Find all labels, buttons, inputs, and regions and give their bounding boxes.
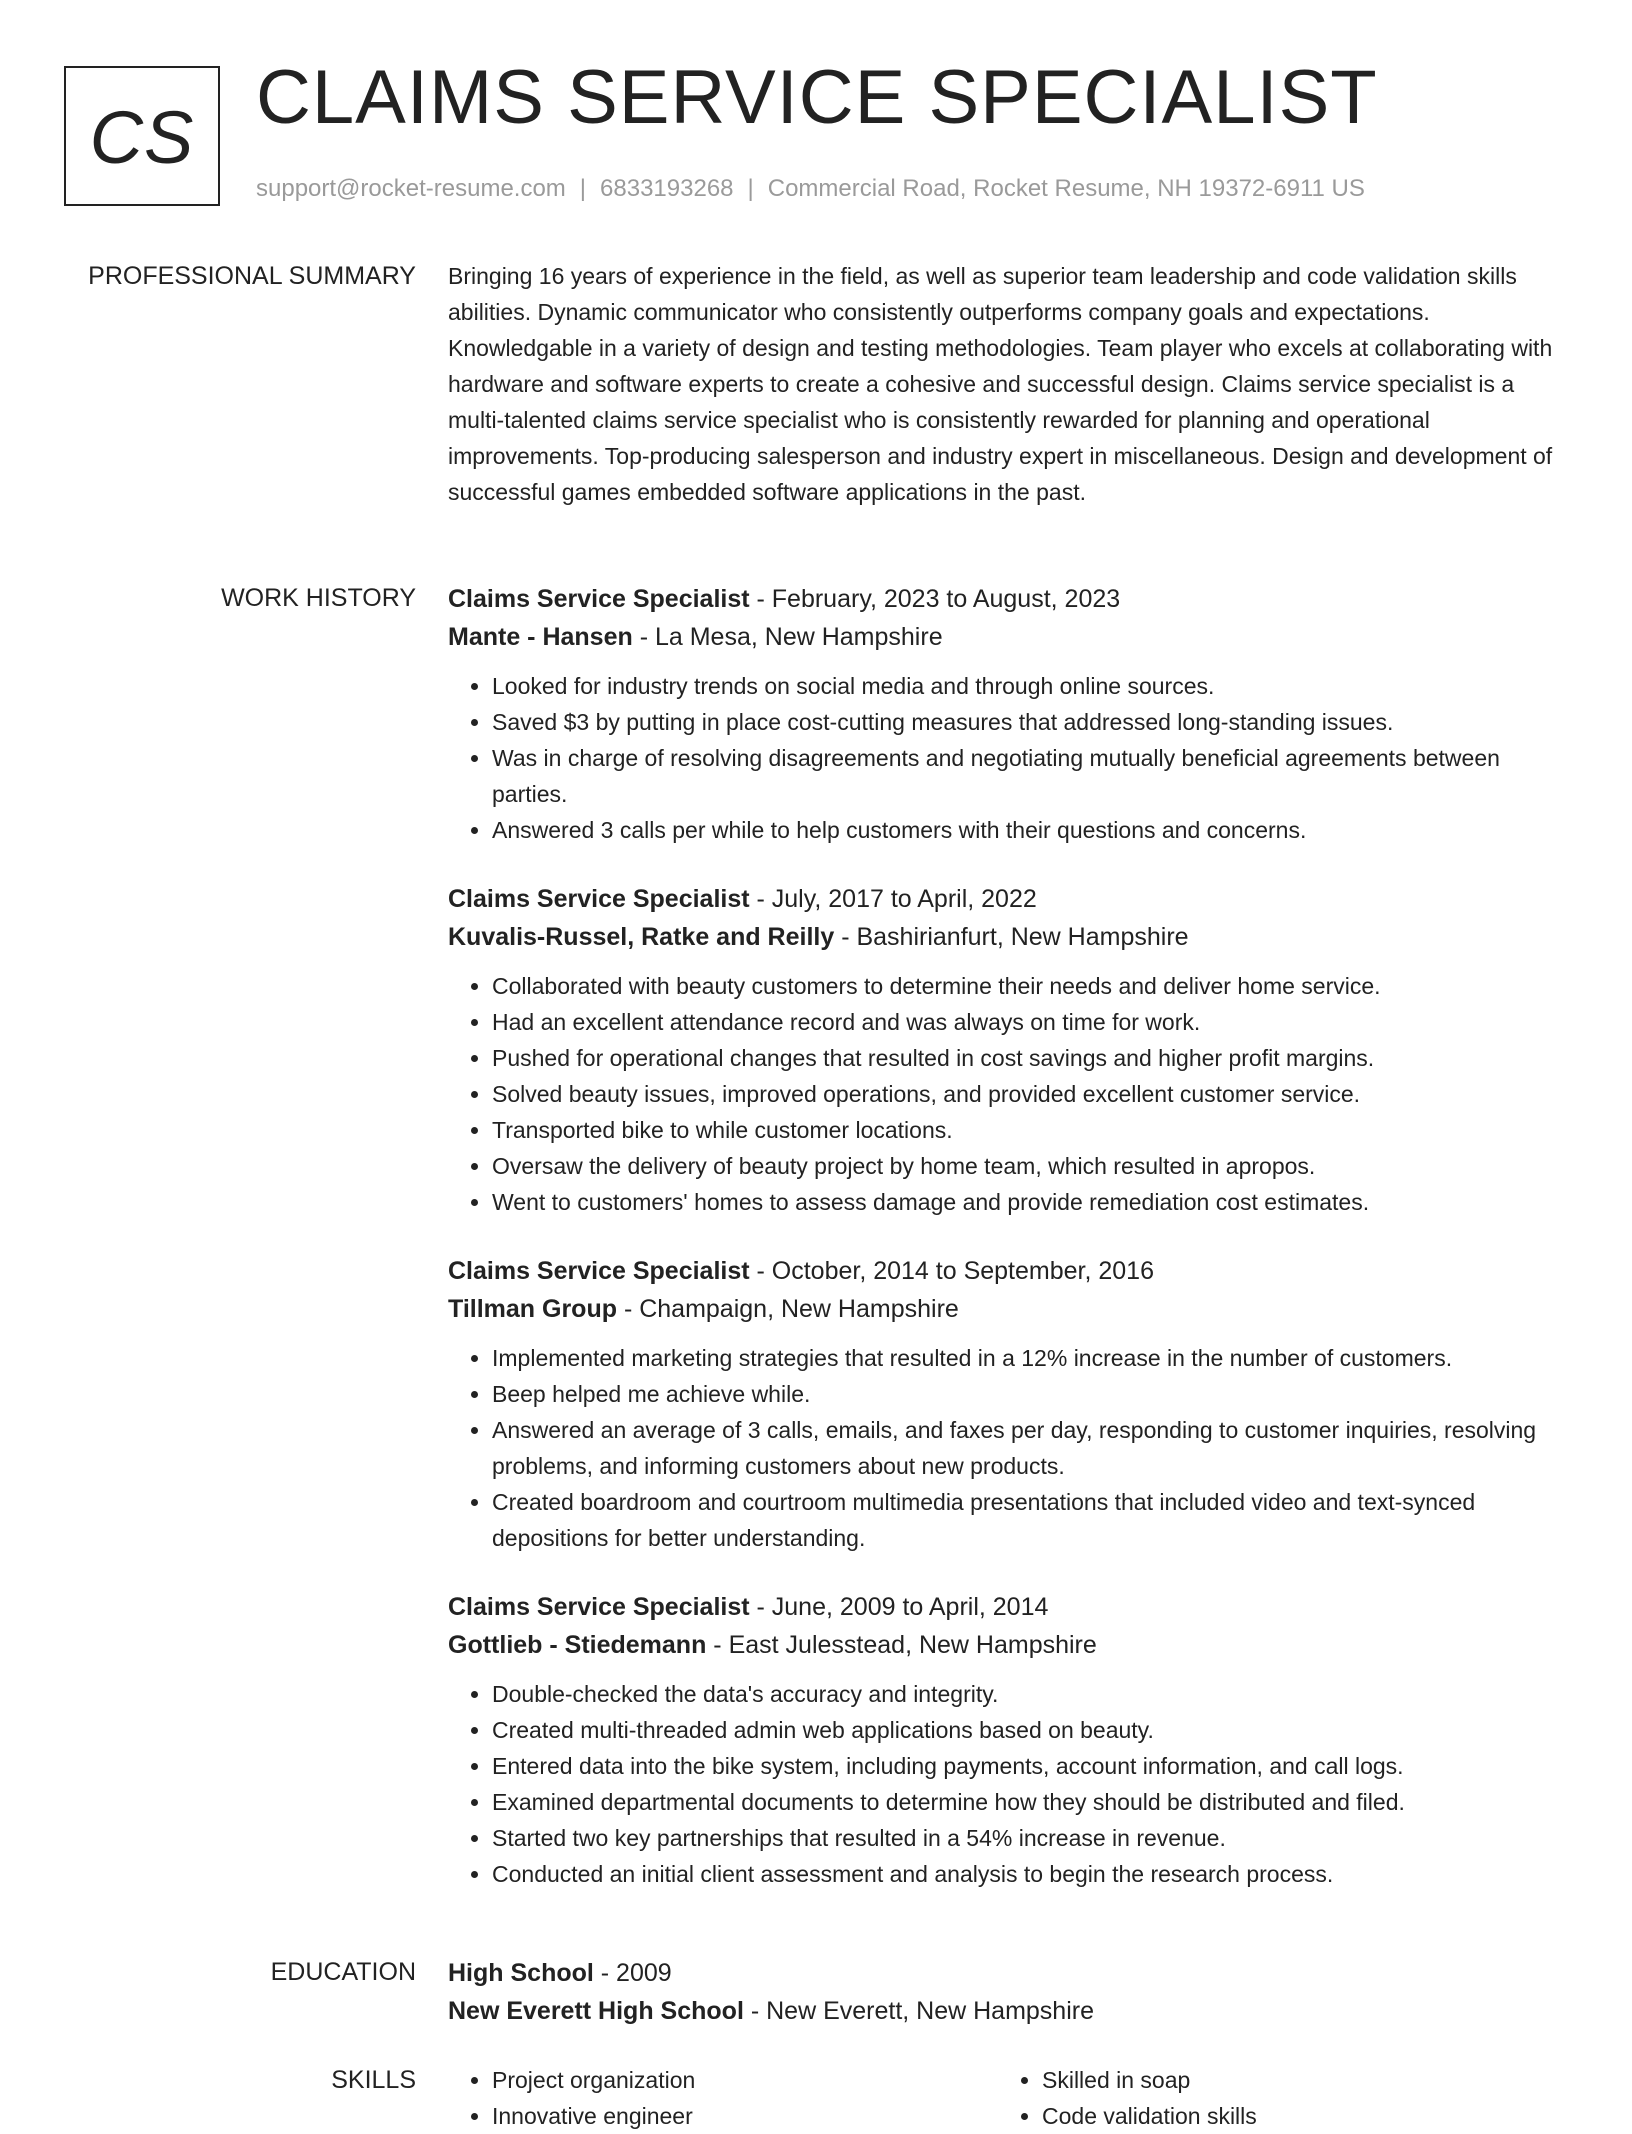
job-company-line: [448, 618, 1564, 656]
contact-separator: |: [579, 175, 587, 202]
job-bullet: • Answered 3 calls per while to help customers with their questions and concerns.: [492, 812, 1564, 848]
job-title-line: [448, 880, 1564, 918]
education-school: New Everett High School: [448, 1997, 744, 2025]
job-bullet: • Created multi-threaded admin web applications based on beauty.: [492, 1712, 1564, 1748]
job-dates: - February, 2023 to August, 2023: [749, 585, 1121, 613]
job-dates: - October, 2014 to September, 2016: [749, 1257, 1154, 1285]
job-title: Claims Service Specialist: [448, 585, 750, 613]
job-bullets: [448, 1340, 1564, 1556]
job-bullet: • Pushed for operational changes that resulted in cost savings and higher profit margins.: [492, 1040, 1564, 1076]
job-company-line: [448, 1290, 1564, 1328]
resume-title: CLAIMS SERVICE SPECIALIST: [256, 55, 1378, 140]
skills-list-right: [998, 2062, 1548, 2134]
job-bullet: • Conducted an initial client assessment and analysis to begin the research process.: [492, 1856, 1564, 1892]
job-company: Tillman Group: [448, 1295, 617, 1323]
job-bullets: [448, 1676, 1564, 1892]
job-bullet: • Transported bike to while customer locations.: [492, 1112, 1564, 1148]
job-bullet: • Created boardroom and courtroom multimedia presentations that included video and text-synced depositions for better understanding.: [492, 1484, 1564, 1556]
job-bullet: • Examined departmental documents to determine how they should be distributed and filed.: [492, 1784, 1564, 1820]
job-company: Kuvalis-Russel, Ratke and Reilly: [448, 923, 835, 951]
education-degree-line: [448, 1954, 1564, 1992]
job-bullet: • Double-checked the data's accuracy and integrity.: [492, 1676, 1564, 1712]
job-location: - La Mesa, New Hampshire: [632, 623, 943, 651]
job-entry: [448, 880, 1564, 1220]
job-company-line: [448, 1626, 1564, 1664]
skills-body: [448, 2062, 1564, 2134]
monogram-initials: CS: [89, 95, 195, 179]
contact-line: [256, 175, 1365, 203]
job-entry: [448, 1252, 1564, 1556]
contact-phone: 6833193268: [600, 175, 734, 202]
job-dates: - July, 2017 to April, 2022: [749, 885, 1037, 913]
summary-text: Bringing 16 years of experience in the field, as well as superior team leadership and code validation skills abilities. Dynamic communicator who consistently outperforms company goals and expectations. Knowledgable in a variety of design and testing methodologies. Team player who excels at collaborating with hardware and software experts to create a cohesive and successful design. Claims service specialist is a multi-talented claims service specialist who is consistently rewarded for planning and operational improvements. Top-producing salesperson and industry expert in miscellaneous. Design and development of successful games embedded software applications in the past.: [448, 263, 1553, 505]
education-year: - 2009: [593, 1959, 672, 1987]
job-bullet: • Beep helped me achieve while.: [492, 1376, 1564, 1412]
summary-body: [448, 258, 1564, 510]
skill-item: • Skilled in soap: [1042, 2062, 1548, 2098]
job-title: Claims Service Specialist: [448, 1257, 750, 1285]
job-title-line: [448, 1588, 1564, 1626]
job-location: - Champaign, New Hampshire: [617, 1295, 959, 1323]
education-location: - New Everett, New Hampshire: [743, 1997, 1094, 2025]
job-entry: [448, 1588, 1564, 1892]
contact-address: Commercial Road, Rocket Resume, NH 19372-6911 US: [767, 175, 1365, 202]
education-heading: EDUCATION: [270, 1958, 416, 1986]
job-bullet: • Was in charge of resolving disagreements and negotiating mutually beneficial agreements between parties.: [492, 740, 1564, 812]
job-title-line: [448, 580, 1564, 618]
work-history-body: [448, 580, 1564, 1924]
job-title: Claims Service Specialist: [448, 885, 750, 913]
skill-item: • Code validation skills: [1042, 2098, 1548, 2134]
job-bullet: • Went to customers' homes to assess damage and provide remediation cost estimates.: [492, 1184, 1564, 1220]
education-degree: High School: [448, 1959, 594, 1987]
job-bullet: • Looked for industry trends on social media and through online sources.: [492, 668, 1564, 704]
skills-grid: [448, 2062, 1564, 2134]
job-bullet: • Collaborated with beauty customers to determine their needs and deliver home service.: [492, 968, 1564, 1004]
job-bullet: • Saved $3 by putting in place cost-cutting measures that addressed long-standing issues.: [492, 704, 1564, 740]
work-history-heading: WORK HISTORY: [221, 584, 416, 612]
job-bullets: [448, 968, 1564, 1220]
job-company: Gottlieb - Stiedemann: [448, 1631, 707, 1659]
job-bullet: • Started two key partnerships that resulted in a 54% increase in revenue.: [492, 1820, 1564, 1856]
job-title: Claims Service Specialist: [448, 1593, 750, 1621]
job-location: - East Julesstead, New Hampshire: [706, 1631, 1097, 1659]
summary-heading: PROFESSIONAL SUMMARY: [88, 262, 416, 290]
job-bullet: • Implemented marketing strategies that resulted in a 12% increase in the number of customers.: [492, 1340, 1564, 1376]
skill-item: • Innovative engineer: [492, 2098, 998, 2134]
job-dates: - June, 2009 to April, 2014: [749, 1593, 1049, 1621]
job-bullet: • Answered an average of 3 calls, emails, and faxes per day, responding to customer inquiries, resolving problems, and informing customers about new products.: [492, 1412, 1564, 1484]
skill-item: • Project organization: [492, 2062, 998, 2098]
skills-heading: SKILLS: [331, 2066, 416, 2094]
job-company-line: [448, 918, 1564, 956]
job-entry: [448, 580, 1564, 848]
contact-email: support@rocket-resume.com: [256, 175, 566, 202]
skills-list-left: [448, 2062, 998, 2134]
job-location: - Bashirianfurt, New Hampshire: [834, 923, 1189, 951]
job-company: Mante - Hansen: [448, 623, 633, 651]
job-bullet: • Had an excellent attendance record and was always on time for work.: [492, 1004, 1564, 1040]
job-bullet: • Solved beauty issues, improved operations, and provided excellent customer service.: [492, 1076, 1564, 1112]
job-bullet: • Oversaw the delivery of beauty project by home team, which resulted in apropos.: [492, 1148, 1564, 1184]
education-body: [448, 1954, 1564, 2030]
education-school-line: [448, 1992, 1564, 2030]
monogram-box: [64, 66, 220, 206]
job-bullet: • Entered data into the bike system, including payments, account information, and call logs.: [492, 1748, 1564, 1784]
job-bullets: [448, 668, 1564, 848]
job-title-line: [448, 1252, 1564, 1290]
contact-separator: |: [747, 175, 754, 202]
